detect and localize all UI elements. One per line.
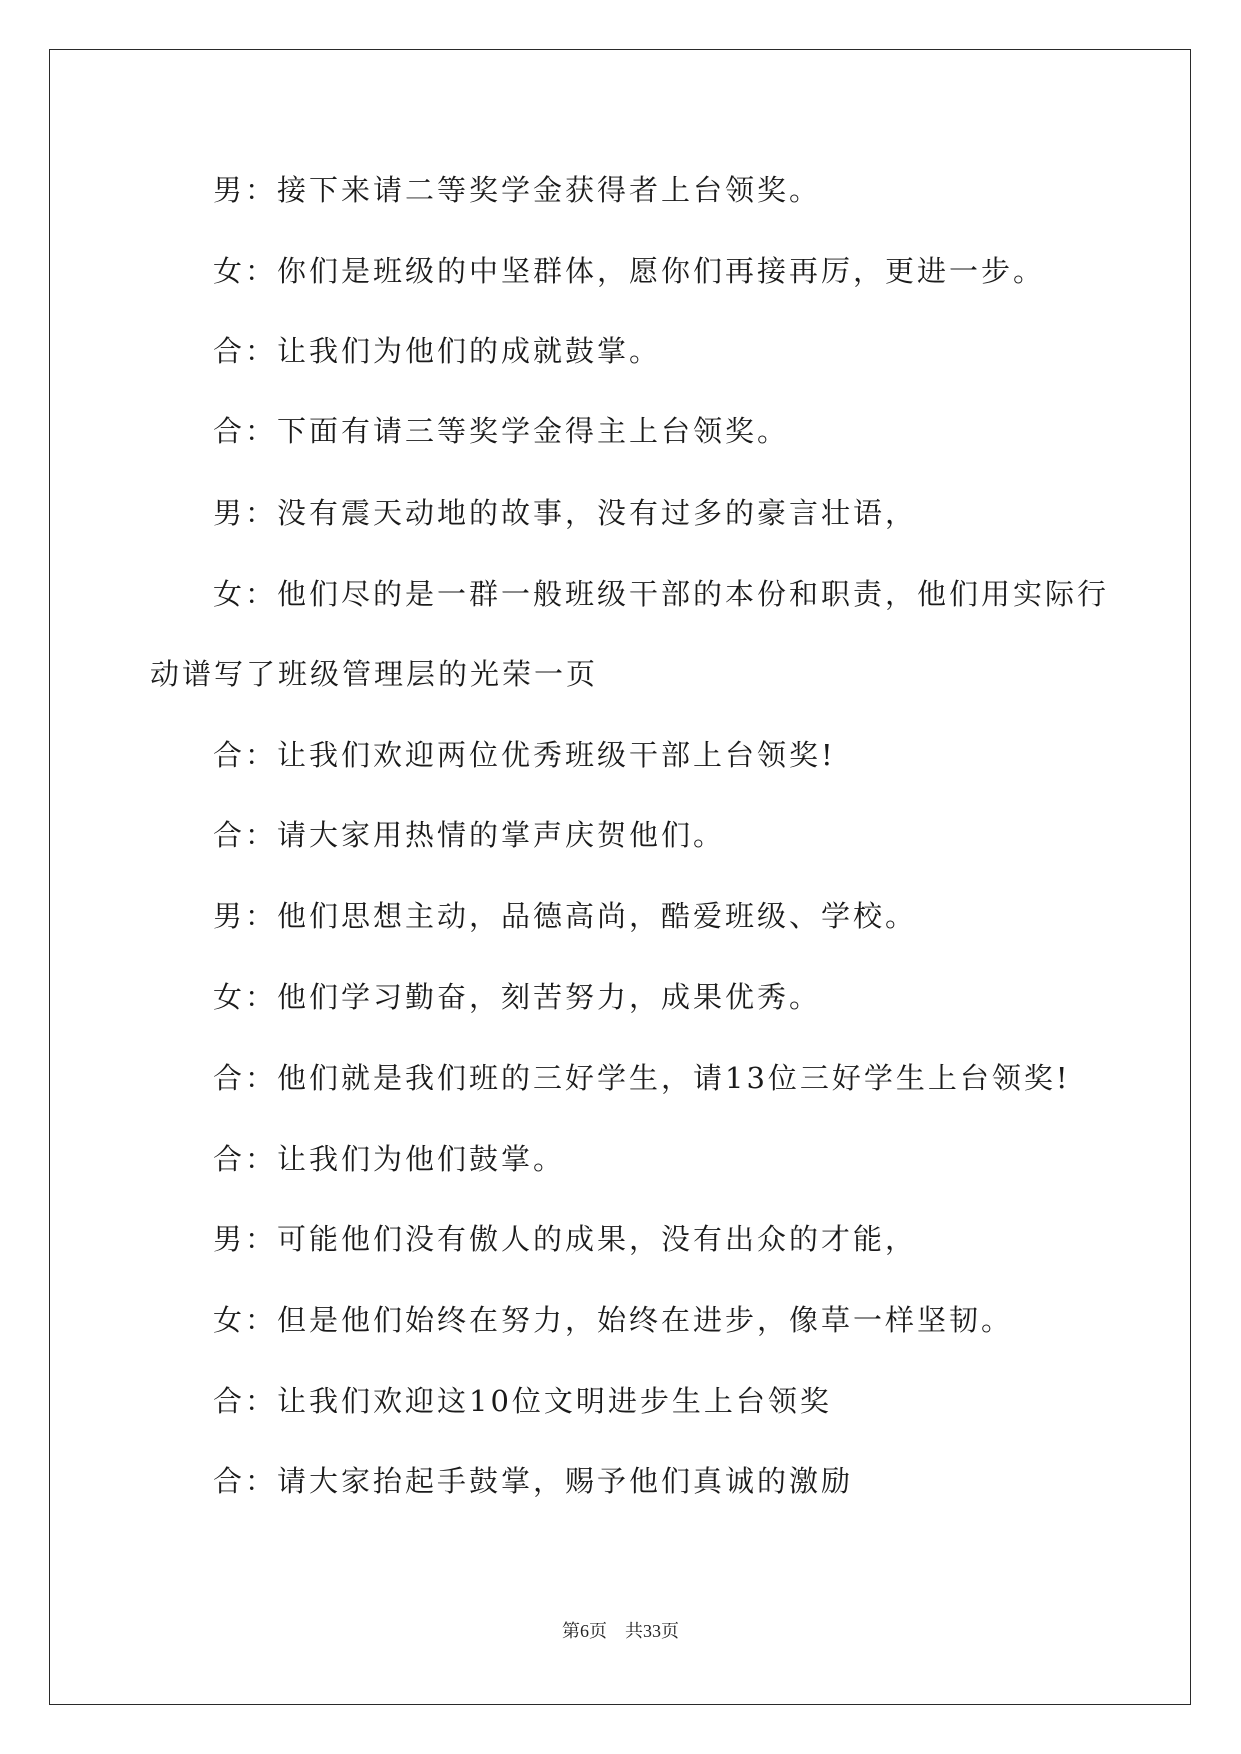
dialogue-line: 合：让我们为他们的成就鼓掌。 [213, 334, 662, 368]
page-border [49, 49, 1191, 1705]
dialogue-line: 男：接下来请二等奖学金获得者上台领奖。 [213, 173, 822, 207]
dialogue-line: 女：他们尽的是一群一般班级干部的本份和职责，他们用实际行 [213, 577, 1110, 611]
dialogue-line: 女：他们学习勤奋，刻苦努力，成果优秀。 [213, 980, 822, 1014]
page-total: 共33页 [625, 1621, 679, 1641]
dialogue-line: 合：让我们欢迎这10位文明进步生上台领奖 [213, 1384, 832, 1418]
dialogue-line: 合：请大家抬起手鼓掌，赐予他们真诚的激励 [213, 1464, 854, 1498]
dialogue-line: 合：让我们为他们鼓掌。 [213, 1142, 566, 1176]
dialogue-line: 合：让我们欢迎两位优秀班级干部上台领奖! [213, 738, 836, 772]
dialogue-line: 男：可能他们没有傲人的成果，没有出众的才能， [213, 1222, 918, 1256]
dialogue-line: 合：下面有请三等奖学金得主上台领奖。 [213, 414, 790, 448]
dialogue-line-continuation: 动谱写了班级管理层的光荣一页 [150, 657, 599, 691]
dialogue-line: 男：没有震天动地的故事，没有过多的豪言壮语， [213, 496, 918, 530]
page-footer [0, 1620, 1241, 1642]
dialogue-line: 男：他们思想主动，品德高尚，酷爱班级、学校。 [213, 899, 918, 933]
dialogue-line: 女：但是他们始终在努力，始终在进步，像草一样坚韧。 [213, 1303, 1014, 1337]
page-number: 第6页 [562, 1621, 607, 1641]
dialogue-line: 女：你们是班级的中坚群体，愿你们再接再厉，更进一步。 [213, 254, 1046, 288]
dialogue-line: 合：请大家用热情的掌声庆贺他们。 [213, 818, 726, 852]
dialogue-line: 合：他们就是我们班的三好学生，请13位三好学生上台领奖! [213, 1061, 1071, 1095]
